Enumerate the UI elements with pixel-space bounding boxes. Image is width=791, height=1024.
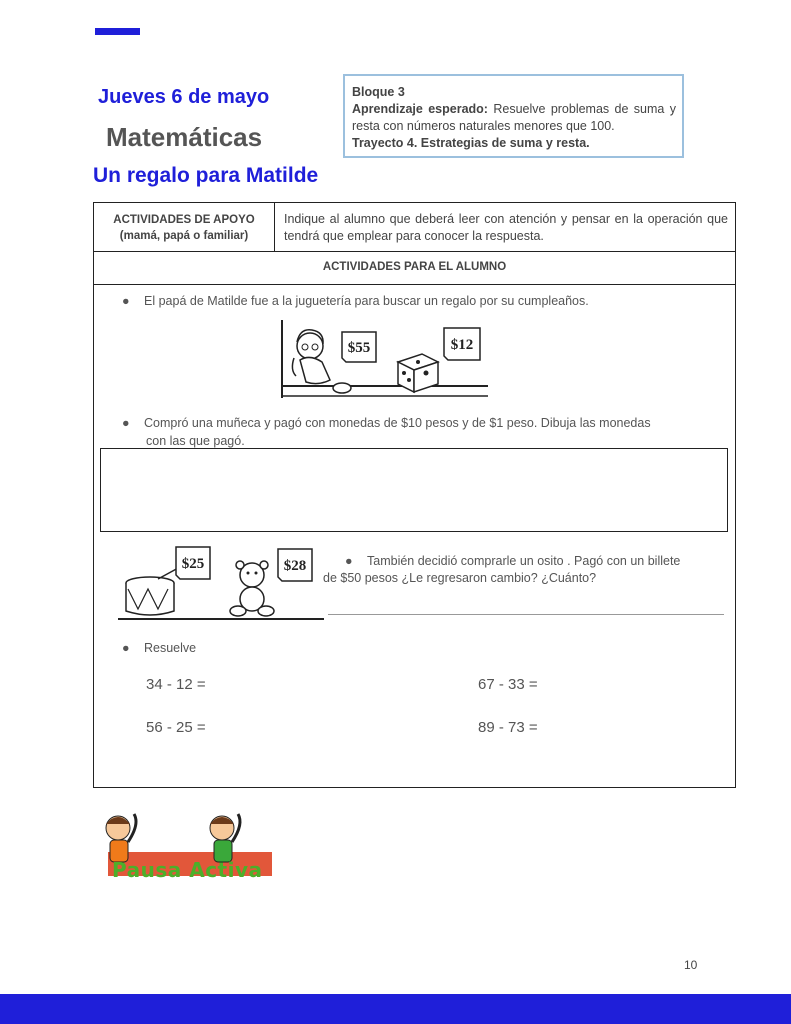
- trajectory-text: Trayecto 4. Estrategias de suma y resta.: [352, 136, 590, 150]
- bullet-dot: ●: [345, 554, 353, 568]
- operation-2: 67 - 33 =: [478, 676, 538, 693]
- activity-bullet-2: [122, 414, 651, 450]
- learning-objective-box: [343, 74, 684, 158]
- support-row: [94, 203, 735, 252]
- doll-price-label: $55: [347, 340, 371, 356]
- drawing-answer-box[interactable]: [100, 448, 728, 532]
- activity-text-4: Resuelve: [144, 641, 197, 655]
- activity-text-3b: de $50 pesos ¿Le regresaron cambio? ¿Cuánto?: [323, 571, 597, 585]
- drum-price-label: $25: [181, 556, 205, 572]
- support-label-line1: ACTIVIDADES DE APOYO: [113, 214, 255, 226]
- teddy-bear-icon: [230, 561, 274, 616]
- bullet-dot: ●: [122, 416, 130, 430]
- activity-text-3a: También decidió comprarle un osito . Pagó con un billete: [367, 554, 681, 568]
- support-label-line2: (mamá, papá o familiar): [119, 230, 249, 242]
- block-number: Bloque 3: [352, 85, 405, 99]
- bear-price-label: $28: [283, 558, 307, 574]
- students-header: ACTIVIDADES PARA EL ALUMNO: [94, 251, 735, 285]
- dice-icon: [398, 354, 438, 392]
- page-number: 10: [684, 958, 698, 972]
- support-label: [94, 203, 275, 251]
- drum-and-bear-illustration: [118, 545, 324, 625]
- learning-label: Aprendizaje esperado:: [352, 102, 488, 116]
- bottom-accent-bar: [0, 994, 791, 1024]
- lesson-title: Un regalo para Matilde: [93, 164, 319, 187]
- doll-and-dice-illustration: [280, 318, 492, 402]
- support-instructions: Indique al alumno que deberá leer con atención y pensar en la operación que tendrá que emplear para conocer la respuesta.: [284, 212, 728, 243]
- activity-text-1: El papá de Matilde fue a la juguetería para buscar un regalo por su cumpleaños.: [144, 294, 589, 308]
- learning-text: Resuelve problemas de suma y resta con números naturales menores que 100.: [352, 102, 676, 133]
- activity-bullet-1: [122, 292, 589, 310]
- activity-bullet-3: [345, 552, 680, 570]
- bullet-dot: ●: [122, 294, 130, 308]
- date-heading: Jueves 6 de mayo: [98, 86, 270, 108]
- dice-price-label: $12: [450, 337, 474, 353]
- active-break-label: Pausa Activa: [112, 858, 263, 882]
- operation-3: 56 - 25 =: [146, 719, 206, 736]
- drum-icon: [126, 567, 180, 615]
- activity-text-2a: Compró una muñeca y pagó con monedas de $10 pesos y de $1 peso. Dibuja las monedas: [144, 416, 651, 430]
- operation-1: 34 - 12 =: [146, 676, 206, 693]
- top-accent-bar: [95, 28, 140, 35]
- operation-4: 89 - 73 =: [478, 719, 538, 736]
- bullet-dot: ●: [122, 641, 130, 655]
- answer-line[interactable]: [328, 614, 724, 615]
- subject-heading: Matemáticas: [106, 122, 263, 152]
- activity-bullet-4: [122, 639, 196, 657]
- activity-text-2b: con las que pagó.: [146, 434, 245, 448]
